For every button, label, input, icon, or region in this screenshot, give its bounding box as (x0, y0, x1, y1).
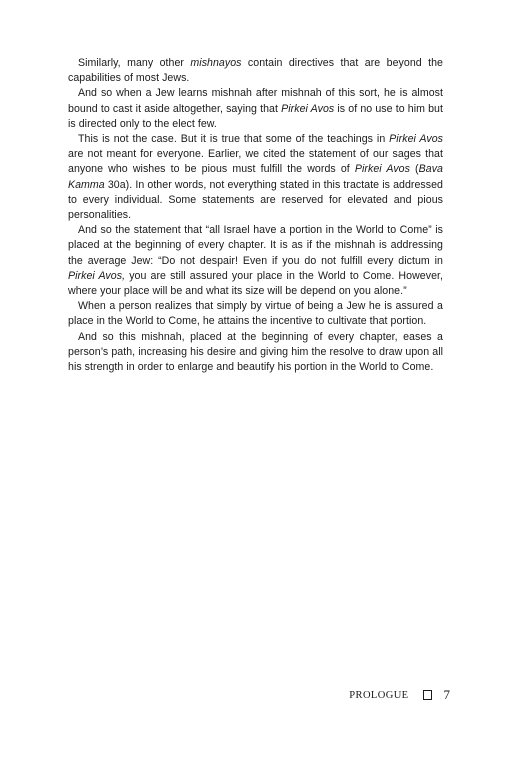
italic-term: Pirkei Avos (354, 163, 410, 176)
paragraph-6 (68, 330, 443, 376)
paragraph-5 (68, 299, 443, 329)
text-run: Similarly, many other (78, 57, 191, 69)
italic-term: Pirkei Avos, (68, 269, 126, 282)
text-run: And so when a Jew learns mishnah after mishnah of this sort, he is almost bound to cast it aside altogether, saying that (68, 87, 443, 115)
paragraph-2 (68, 86, 443, 132)
page-footer (340, 686, 450, 704)
text-run: you are still assured your place in the World to Come. However, where your place will be and what its size will be depend on you alone.” (68, 269, 443, 298)
paragraph-3 (68, 132, 443, 223)
text-run: And so this mishnah, placed at the beginning of every chapter, eases a person’s path, increasing his desire and giving him the resolve to draw upon all his strength in order to enlarge and beautify his portion in the World to Come. (68, 330, 443, 374)
text-run: When a person realizes that simply by virtue of being a Jew he is assured a place in the World to Come, he attains the incentive to cultivate that portion. (68, 300, 443, 328)
italic-term: mishnayos (190, 57, 242, 69)
text-run: 30a). In other words, not everything stated in this tractate is addressed to every individual. Some statements are reserved for elevated and pious personalities. (68, 178, 443, 222)
text-run: ( (409, 163, 419, 176)
text-run: And so the statement that “all Israel have a portion in the World to Come” is placed at the beginning of every chapter. It is as if the mishnah is addressing the average Jew: “Do not despair! Even if you do not fulfill every dictum in (68, 224, 443, 267)
running-head: PROLOGUE (349, 689, 409, 701)
paragraph-4 (68, 223, 443, 299)
italic-term: Bava Kamma (68, 163, 443, 191)
text-run: This is not the case. But it is true that some of the teachings in (78, 133, 390, 146)
square-ornament-icon (423, 690, 432, 700)
text-run: are not meant for everyone. Earlier, we cited the statement of our sages that anyone who wishes to be pious must fulfill the words of (68, 148, 443, 176)
italic-term: Pirkei Avos (389, 133, 443, 146)
paragraph-1 (68, 56, 443, 86)
text-run: contain directives that are beyond the capabilities of most Jews. (68, 57, 443, 85)
page-number: 7 (443, 687, 450, 702)
body-text (68, 56, 443, 375)
italic-term: Pirkei Avos (281, 102, 335, 115)
text-run: is of no use to him but is directed only to the elect few. (68, 102, 443, 130)
